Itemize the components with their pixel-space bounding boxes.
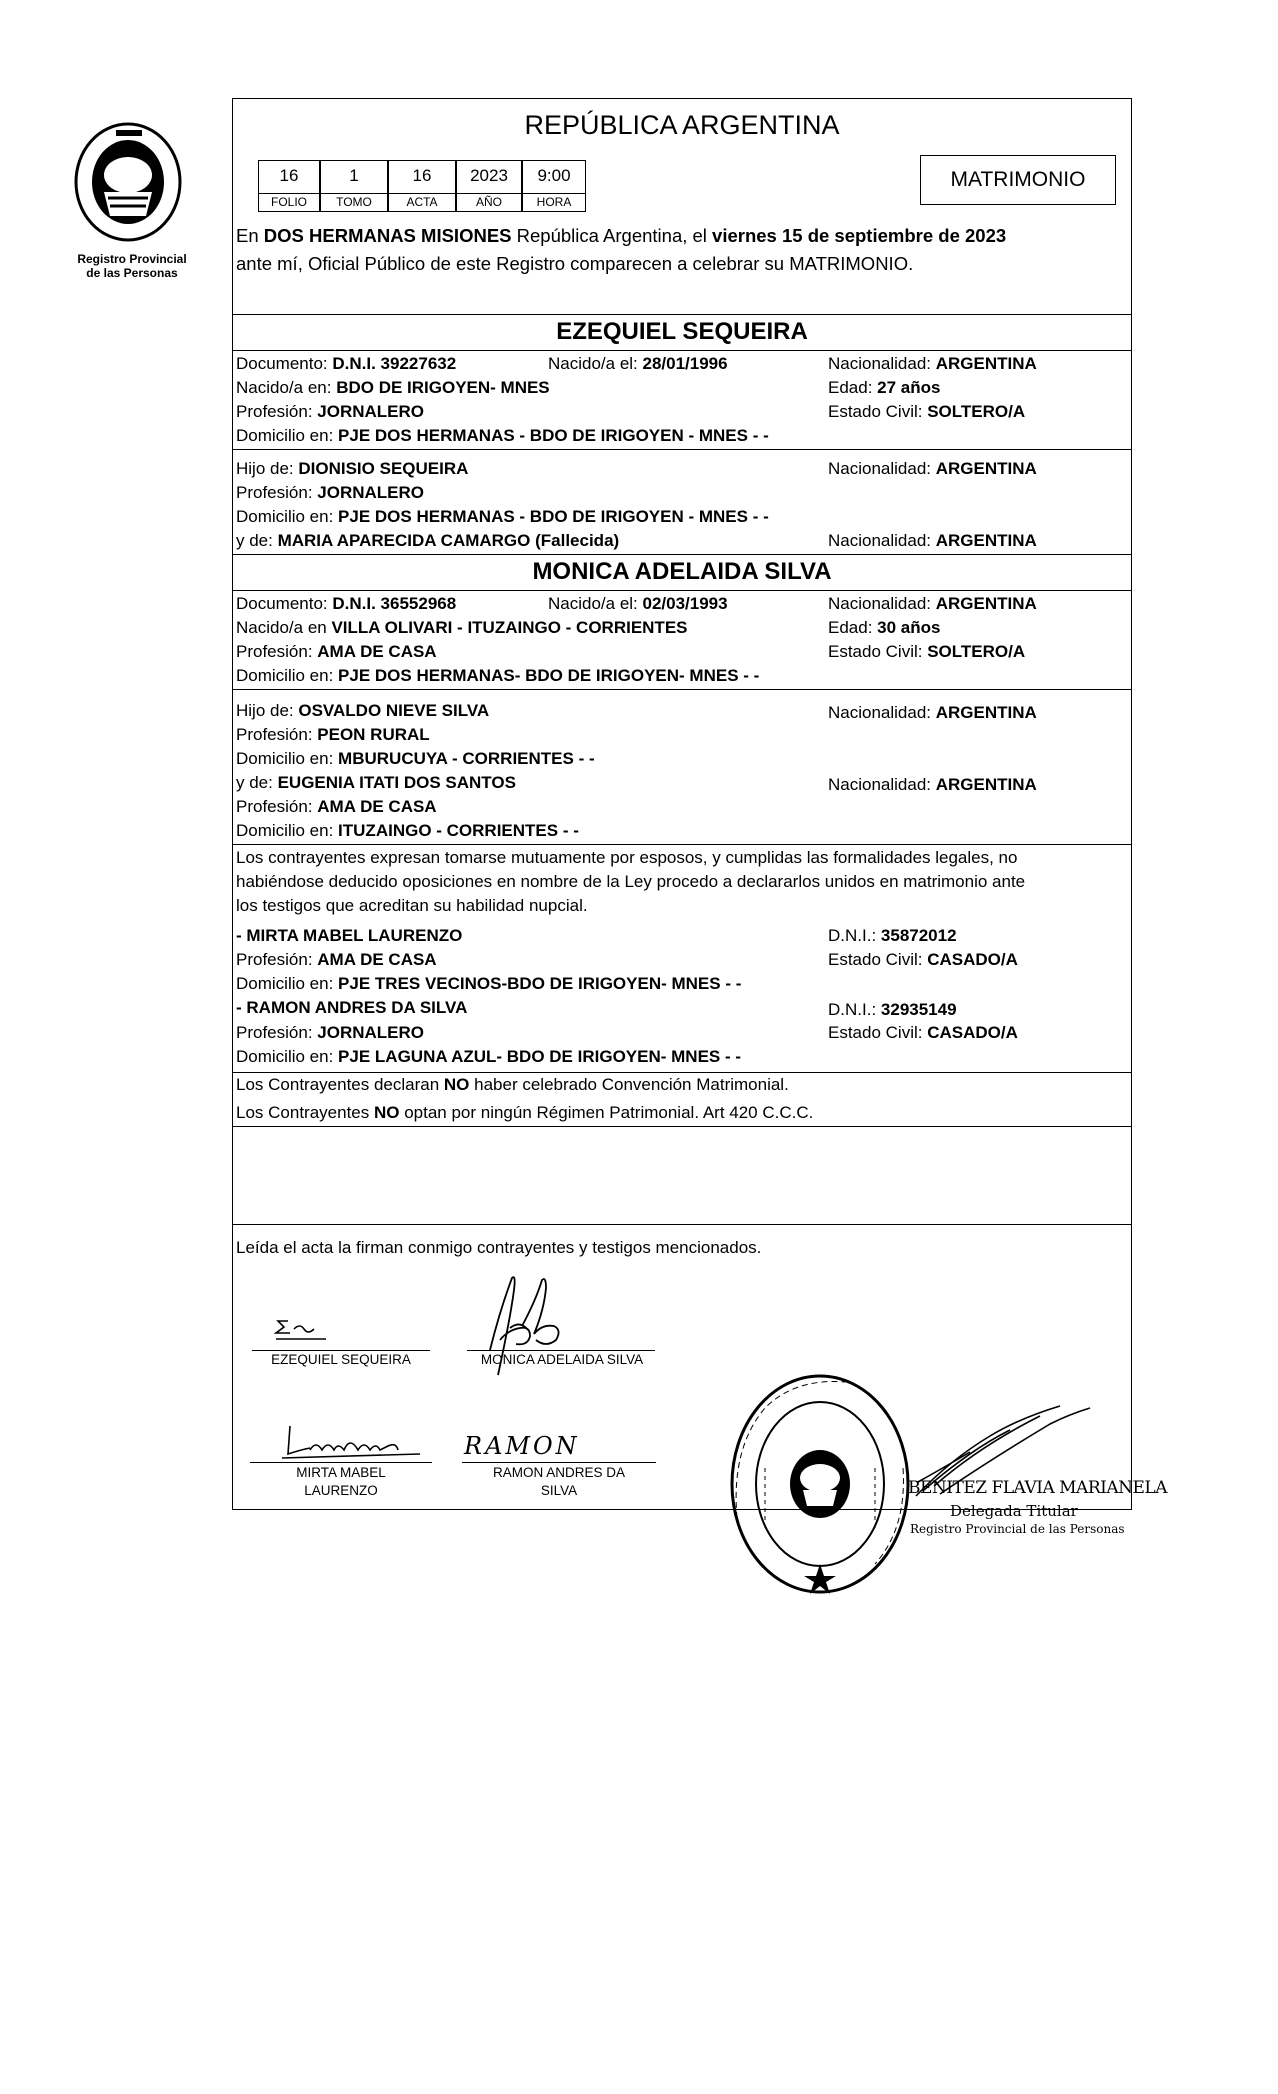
registry-logo [60, 120, 200, 255]
spouse1-domicile: Domicilio en: PJE DOS HERMANAS - BDO DE IRIGOYEN - MNES - - [236, 426, 769, 445]
signature-label-ramon: RAMON ANDRES DA SILVA [492, 1465, 626, 1498]
logo-caption-line2: de las Personas [86, 266, 178, 280]
declaration-line2: habiéndose deducido oposiciones en nombre de la Ley procedo a declararlos unidos en matrimonio ante [236, 872, 1026, 891]
spouse2-nationality: Nacionalidad: ARGENTINA [828, 594, 1037, 613]
hora-value: 9:00 [522, 160, 586, 194]
declaration-line3: los testigos que acreditan su habilidad nupcial. [236, 896, 588, 915]
act-type-box: MATRIMONIO [920, 155, 1116, 205]
convention-line1: Los Contrayentes declaran NO haber celebrado Convención Matrimonial. [236, 1075, 789, 1094]
anio-label: AÑO [456, 194, 522, 212]
officer-name: BENITEZ FLAVIA MARIANELA [908, 1478, 1167, 1498]
page-title: REPÚBLICA ARGENTINA [524, 110, 840, 140]
spouse1-civil-status: Estado Civil: SOLTERO/A [828, 402, 1026, 421]
witness2-name: - RAMON ANDRES DA SILVA [236, 998, 468, 1017]
spouse2-mother-nationality: Nacionalidad: ARGENTINA [828, 775, 1037, 794]
witness1-dni: D.N.I.: 35872012 [828, 926, 957, 945]
divider [232, 1072, 1132, 1073]
spouse1-mother-nationality: Nacionalidad: ARGENTINA [828, 531, 1037, 550]
logo-caption-line1: Registro Provincial [77, 252, 187, 266]
divider [232, 554, 1132, 555]
divider [232, 314, 1132, 315]
spouse2-father: Hijo de: OSVALDO NIEVE SILVA [236, 701, 490, 720]
witness2-profession: Profesión: JORNALERO [236, 1023, 424, 1042]
convention-line2: Los Contrayentes NO optan por ningún Régimen Patrimonial. Art 420 C.C.C. [236, 1103, 814, 1122]
spouse2-document: Documento: D.N.I. 36552968 [236, 594, 457, 613]
spouse2-mother: y de: EUGENIA ITATI DOS SANTOS [236, 773, 516, 792]
spouse2-age: Edad: 30 años [828, 618, 941, 637]
witness2-dni: D.N.I.: 32935149 [828, 1000, 957, 1019]
intro-paragraph [236, 222, 1132, 278]
spouse1-document: Documento: D.N.I. 39227632 [236, 354, 457, 373]
spouse2-name: MONICA ADELAIDA SILVA [532, 558, 832, 585]
signature-label-mirta: MIRTA MABEL LAURENZO [296, 1465, 386, 1498]
acta-value: 16 [388, 160, 456, 194]
witness1-domicile: Domicilio en: PJE TRES VECINOS-BDO DE IRIGOYEN- MNES - - [236, 974, 742, 993]
spouse1-age: Edad: 27 años [828, 378, 941, 397]
divider [232, 1126, 1132, 1127]
signature-mirta [280, 1420, 430, 1464]
spouse2-mother-domicile: Domicilio en: ITUZAINGO - CORRIENTES - - [236, 821, 579, 840]
anio-value: 2023 [456, 160, 522, 194]
divider [232, 590, 1132, 591]
divider [232, 689, 1132, 690]
signature-label-monica: MONICA ADELAIDA SILVA [480, 1352, 644, 1367]
tomo-label: TOMO [320, 194, 388, 212]
spouse1-mother: y de: MARIA APARECIDA CAMARGO (Fallecida) [236, 531, 620, 550]
witness1-profession: Profesión: AMA DE CASA [236, 950, 437, 969]
spouse1-father-nationality: Nacionalidad: ARGENTINA [828, 459, 1037, 478]
signature-ezequiel [270, 1315, 330, 1349]
declaration-paragraph [236, 846, 1130, 918]
tomo-value: 1 [320, 160, 388, 194]
hora-label: HORA [522, 194, 586, 212]
intro-p1a: En [236, 225, 264, 246]
spouse2-domicile: Domicilio en: PJE DOS HERMANAS- BDO DE IRIGOYEN- MNES - - [236, 666, 760, 685]
witness1-civil-status: Estado Civil: CASADO/A [828, 950, 1018, 969]
spouse2-mother-profession: Profesión: AMA DE CASA [236, 797, 437, 816]
spouse2-father-profession: Profesión: PEON RURAL [236, 725, 430, 744]
spouse2-profession: Profesión: AMA DE CASA [236, 642, 437, 661]
spouse2-father-nationality: Nacionalidad: ARGENTINA [828, 703, 1037, 722]
intro-line2: ante mí, Oficial Público de este Registro comparecen a celebrar su MATRIMONIO. [236, 253, 914, 274]
intro-place: DOS HERMANAS MISIONES [263, 225, 512, 246]
spouse2-father-domicile: Domicilio en: MBURUCUYA - CORRIENTES - - [236, 749, 595, 768]
spouse1-name: EZEQUIEL SEQUEIRA [556, 318, 808, 345]
signature-line [250, 1462, 432, 1463]
declaration-line1: Los contrayentes expresan tomarse mutuamente por esposos, y cumplidas las formalidades legales, no [236, 848, 1018, 867]
spouse1-father-profession: Profesión: JORNALERO [236, 483, 424, 502]
intro-date: viernes 15 de septiembre de 2023 [712, 225, 1007, 246]
spouse1-father-domicile: Domicilio en: PJE DOS HERMANAS - BDO DE IRIGOYEN - MNES - - [236, 507, 769, 526]
spouse1-father: Hijo de: DIONISIO SEQUEIRA [236, 459, 469, 478]
witness2-domicile: Domicilio en: PJE LAGUNA AZUL- BDO DE IRIGOYEN- MNES - - [236, 1047, 742, 1066]
acta-label: ACTA [388, 194, 456, 212]
signature-label-ezequiel: EZEQUIEL SEQUEIRA [271, 1352, 411, 1367]
folio-value: 16 [258, 160, 320, 194]
spouse1-birthplace: Nacido/a en: BDO DE IRIGOYEN- MNES [236, 378, 550, 397]
spouse2-civil-status: Estado Civil: SOLTERO/A [828, 642, 1026, 661]
spouse2-born: Nacido/a el: 02/03/1993 [548, 594, 728, 613]
signature-line [462, 1462, 656, 1463]
witness1-name: - MIRTA MABEL LAURENZO [236, 926, 463, 945]
officer-org: Registro Provincial de las Personas [910, 1522, 1125, 1536]
intro-p1c: República Argentina, el [511, 225, 713, 246]
folio-label: FOLIO [258, 194, 320, 212]
spouse2-birthplace: Nacido/a en VILLA OLIVARI - ITUZAINGO - CORRIENTES [236, 618, 688, 637]
divider [232, 844, 1132, 845]
signature-ramon: RAMON [464, 1432, 580, 1460]
logo-caption [62, 252, 202, 280]
spouse1-nationality: Nacionalidad: ARGENTINA [828, 354, 1037, 373]
divider [232, 1224, 1132, 1225]
spouse1-born: Nacido/a el: 28/01/1996 [548, 354, 728, 373]
divider [232, 449, 1132, 450]
official-stamp [725, 1368, 915, 1600]
officer-title: Delegada Titular [950, 1502, 1078, 1520]
witness2-civil-status: Estado Civil: CASADO/A [828, 1023, 1018, 1042]
spouse1-profession: Profesión: JORNALERO [236, 402, 424, 421]
closing-text: Leída el acta la firman conmigo contrayentes y testigos mencionados. [236, 1238, 762, 1257]
divider [232, 350, 1132, 351]
